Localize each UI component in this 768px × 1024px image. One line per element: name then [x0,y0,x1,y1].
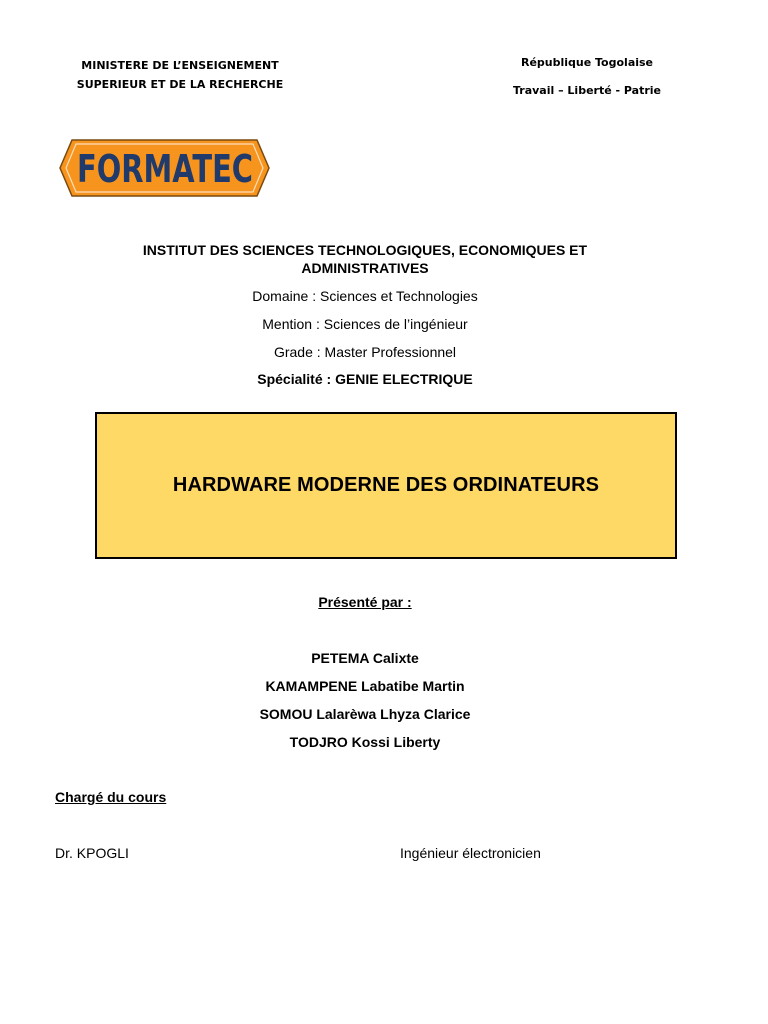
republic-motto: Travail – Liberté - Patrie [512,84,662,97]
institute-name: INSTITUT DES SCIENCES TECHNOLOGIQUES, ECONOMIQUES ET ADMINISTRATIVES [142,242,588,276]
document-title: HARDWARE MODERNE DES ORDINATEURS [172,474,600,496]
member-name: PETEMA Calixte [311,650,419,666]
grade-line: Grade : Master Professionnel [273,344,457,360]
course-label: Chargé du cours [55,789,167,805]
specialite-value: GENIE ELECTRIQUE [335,371,473,387]
formatec-logo [58,138,271,198]
specialite-label: Spécialité : [257,371,332,387]
teacher-role: Ingénieur électronicien [400,845,541,861]
member-name: TODJRO Kossi Liberty [289,734,441,750]
teacher-name: Dr. KPOGLI [55,845,129,861]
republic-name: République Togolaise [520,56,654,69]
logo-text: FORMATEC [77,147,253,191]
mention-line: Mention : Sciences de l’ingénieur [262,316,468,332]
specialite-line [110,371,620,387]
member-name: KAMAMPENE Labatibe Martin [265,678,465,694]
domaine-line: Domaine : Sciences et Technologies [252,288,478,304]
presented-by-label: Présenté par : [318,594,412,610]
ministry-line-1: MINISTERE DE L’ENSEIGNEMENT [81,59,279,72]
ministry-line-2: SUPERIEUR ET DE LA RECHERCHE [76,78,284,91]
ministry-header [60,56,300,94]
title-box [95,412,677,559]
member-name: SOMOU Lalarèwa Lhyza Clarice [259,706,471,722]
